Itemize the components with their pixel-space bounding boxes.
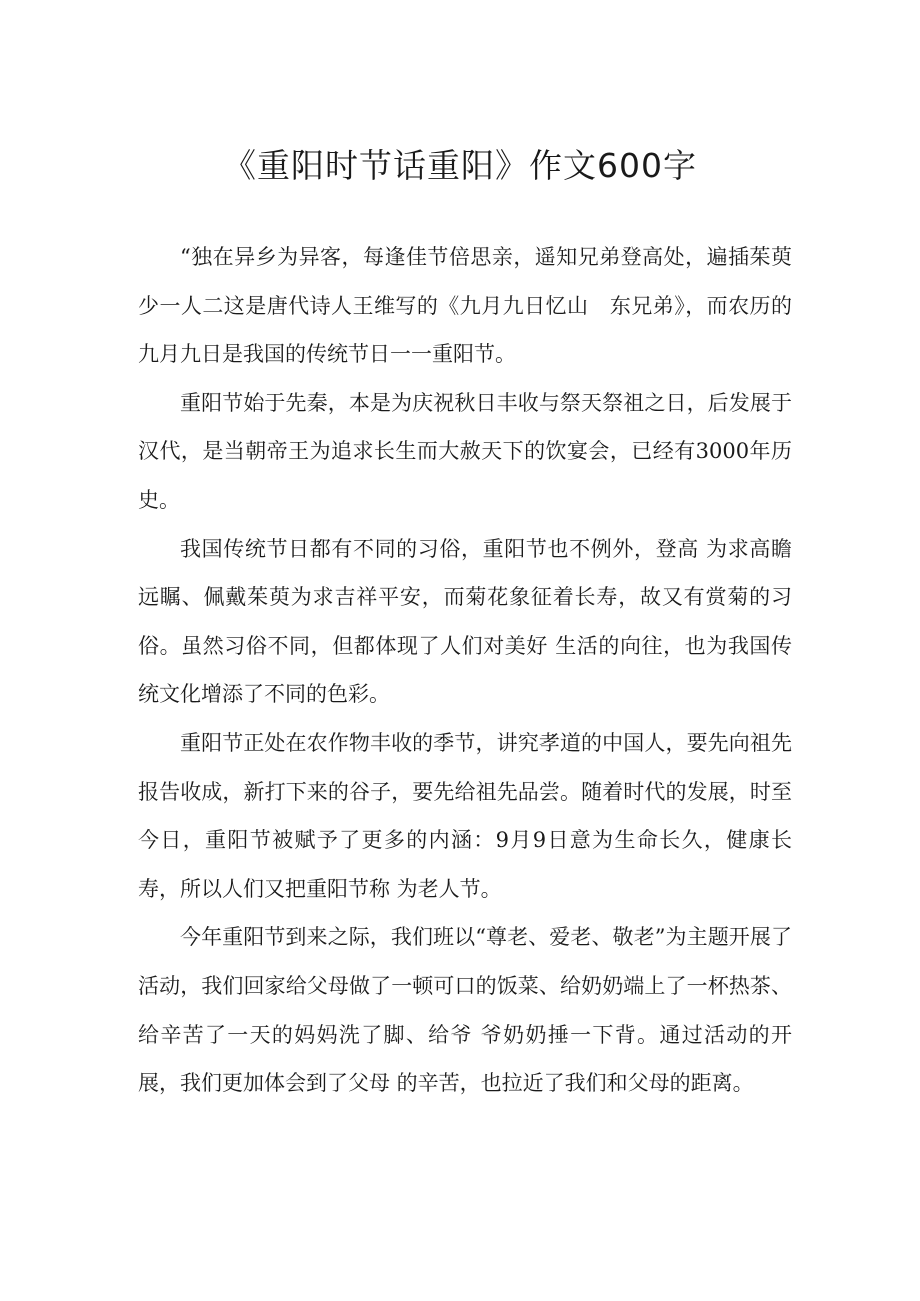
document-body xyxy=(138,233,792,1108)
paragraph: 我国传统节日都有不同的习俗，重阳节也不例外，登高 为求高瞻远瞩、佩戴茱萸为求吉祥平安，而菊花象征着长寿，故又有赏菊的习俗。虽然习俗不同，但都体现了人们对美好 生活的向往，也为我国传统文化增添了不同的色彩。 xyxy=(138,536,792,707)
paragraph: 重阳节正处在农作物丰收的季节，讲究孝道的中国人，要先向祖先报告收成，新打下来的谷子，要先给祖先品尝。随着时代的发展，时至今日，重阳节被赋予了更多的内涵：9月9日意为生命长久，健康长寿，所以人们又把重阳节称 为老人节。 xyxy=(138,730,792,901)
paragraph: 今年重阳节到来之际，我们班以“尊老、爱老、敬老”为主题开展了活动，我们回家给父母做了一顿可口的饭菜、给奶奶端上了一杯热茶、给辛苦了一天的妈妈洗了脚、给爷 爷奶奶捶一下背。通过活动的开展，我们更加体会到了父母 的辛苦，也拉近了我们和父母的距离。 xyxy=(138,925,792,1096)
document-title: 《重阳时节话重阳》作文600字 xyxy=(223,146,697,185)
paragraph: “独在异乡为异客，每逢佳节倍思亲，遥知兄弟登高处，遍插茱萸少一人二这是唐代诗人王维写的《九月九日忆山 东兄弟》，而农历的九月九日是我国的传统节日一一重阳节。 xyxy=(138,245,792,367)
paragraph: 重阳节始于先秦，本是为庆祝秋日丰收与祭天祭祖之日，后发展于汉代，是当朝帝王为追求长生而大赦天下的饮宴会，已经有3000年历史。 xyxy=(138,390,792,512)
